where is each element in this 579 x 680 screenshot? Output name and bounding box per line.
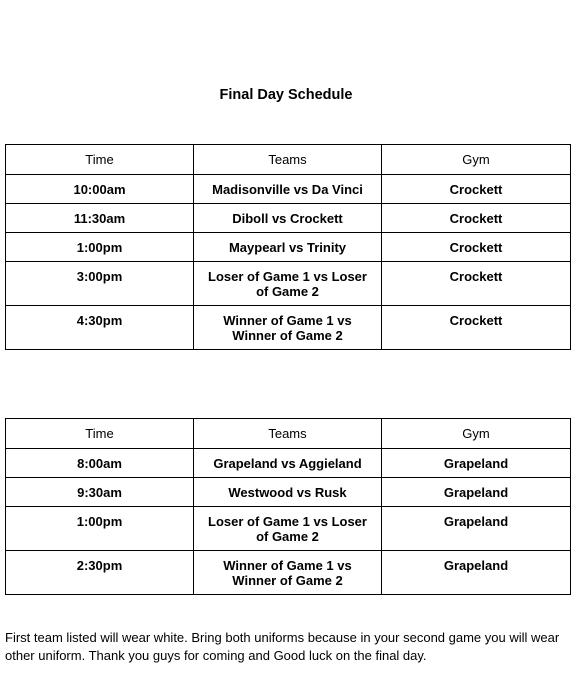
- table-row: [6, 449, 571, 478]
- cell-teams: Grapeland vs Aggieland: [194, 449, 382, 478]
- column-header-teams: Teams: [194, 419, 382, 449]
- column-header-teams: Teams: [194, 145, 382, 175]
- cell-gym: Crockett: [382, 233, 571, 262]
- schedule-table-crockett: [5, 144, 571, 350]
- table-row: [6, 306, 571, 350]
- cell-teams: Winner of Game 1 vs Winner of Game 2: [194, 551, 382, 595]
- cell-gym: Grapeland: [382, 478, 571, 507]
- cell-teams: Winner of Game 1 vs Winner of Game 2: [194, 306, 382, 350]
- table-row: [6, 507, 571, 551]
- uniform-note: First team listed will wear white. Bring both uniforms because in your second game you will wear other uniform. Thank you guys for coming and Good luck on the final day.: [5, 630, 560, 663]
- cell-gym: Crockett: [382, 175, 571, 204]
- table-header-row: [6, 419, 571, 449]
- table-row: [6, 551, 571, 595]
- cell-time: 11:30am: [6, 204, 194, 233]
- table-row: [6, 478, 571, 507]
- column-header-gym: Gym: [382, 419, 571, 449]
- column-header-time: Time: [6, 145, 194, 175]
- cell-teams: Madisonville vs Da Vinci: [194, 175, 382, 204]
- table-row: [6, 262, 571, 306]
- table-row: [6, 204, 571, 233]
- cell-gym: Crockett: [382, 262, 571, 306]
- table-row: [6, 233, 571, 262]
- cell-time: 1:00pm: [6, 507, 194, 551]
- cell-time: 3:00pm: [6, 262, 194, 306]
- table-header-row: [6, 145, 571, 175]
- cell-gym: Crockett: [382, 306, 571, 350]
- page-title: Final Day Schedule: [219, 87, 353, 103]
- cell-gym: Grapeland: [382, 449, 571, 478]
- cell-gym: Grapeland: [382, 551, 571, 595]
- column-header-time: Time: [6, 419, 194, 449]
- cell-gym: Crockett: [382, 204, 571, 233]
- cell-time: 4:30pm: [6, 306, 194, 350]
- column-header-gym: Gym: [382, 145, 571, 175]
- cell-teams: Westwood vs Rusk: [194, 478, 382, 507]
- cell-teams: Maypearl vs Trinity: [194, 233, 382, 262]
- schedule-table-grapeland: [5, 418, 571, 595]
- cell-time: 2:30pm: [6, 551, 194, 595]
- cell-time: 1:00pm: [6, 233, 194, 262]
- cell-teams: Loser of Game 1 vs Loser of Game 2: [194, 262, 382, 306]
- cell-teams: Diboll vs Crockett: [194, 204, 382, 233]
- cell-time: 10:00am: [6, 175, 194, 204]
- table-row: [6, 175, 571, 204]
- cell-gym: Grapeland: [382, 507, 571, 551]
- cell-time: 8:00am: [6, 449, 194, 478]
- cell-time: 9:30am: [6, 478, 194, 507]
- cell-teams: Loser of Game 1 vs Loser of Game 2: [194, 507, 382, 551]
